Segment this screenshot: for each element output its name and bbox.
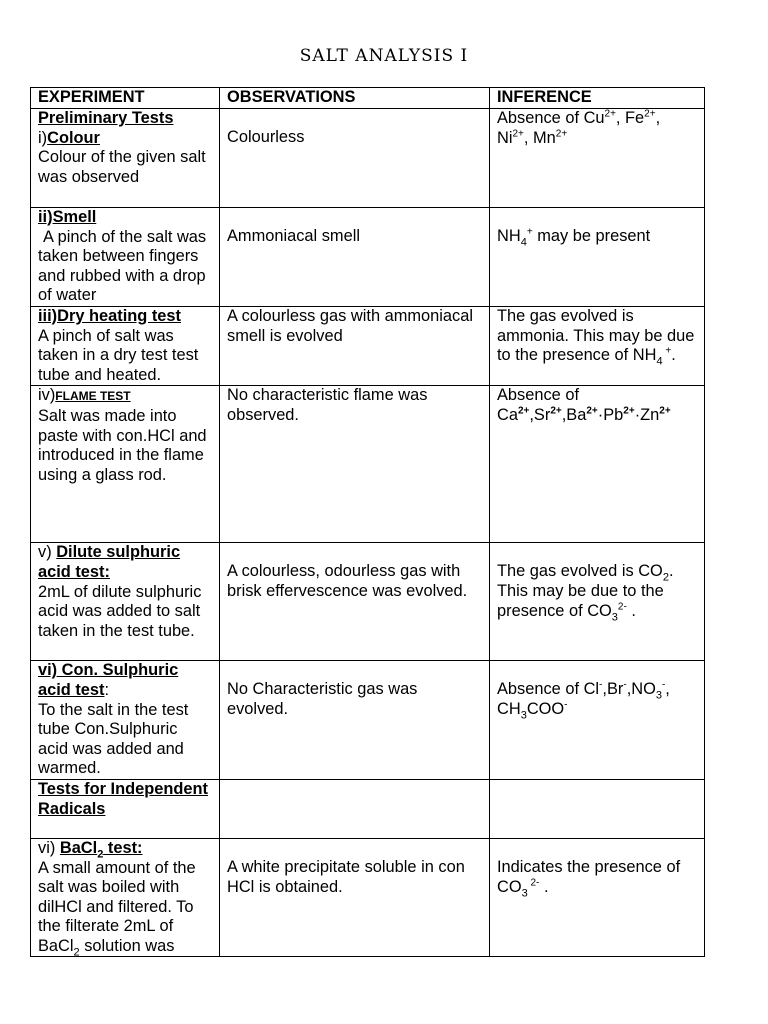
inference-cell xyxy=(490,306,705,385)
section-heading: Tests for Independent Radicals xyxy=(38,779,208,818)
inference-text: The gas evolved is CO xyxy=(497,562,663,581)
observation-cell xyxy=(220,386,490,543)
observation-cell xyxy=(220,306,490,385)
charge: 2+ xyxy=(517,405,530,417)
inference-cell xyxy=(490,779,705,838)
inference-text: Absence of Cu xyxy=(497,109,605,127)
table-row xyxy=(31,661,705,780)
inference-text: ,NO xyxy=(626,680,656,699)
section-heading: Preliminary Tests xyxy=(38,109,174,127)
observation-cell xyxy=(220,109,490,208)
charge: 2+ xyxy=(555,128,568,140)
header-observations: OBSERVATIONS xyxy=(220,88,490,109)
inference-text: , Fe xyxy=(615,109,645,127)
inference-text: , xyxy=(665,680,670,699)
inference-text: Absence of xyxy=(497,386,580,405)
inference-cell xyxy=(490,109,705,208)
inference-text: may be present xyxy=(532,227,651,245)
separator: , xyxy=(529,405,534,424)
table-row xyxy=(31,838,705,957)
charge: 2- xyxy=(617,601,627,613)
separator: , xyxy=(561,405,567,424)
charge: + xyxy=(526,226,533,238)
table-row xyxy=(31,306,705,385)
inference-text: Absence of Cl xyxy=(497,680,600,699)
observation-text: A colourless gas with ammoniacal smell is evolved xyxy=(227,306,473,345)
experiment-cell xyxy=(31,386,220,543)
ion: Ca xyxy=(497,405,518,424)
ion: Pb xyxy=(603,405,624,424)
observation-text: No characteristic flame was observed. xyxy=(227,386,428,424)
subscript: 3 xyxy=(655,689,662,702)
table-row xyxy=(31,208,705,307)
charge: 2+ xyxy=(550,405,562,417)
observation-cell xyxy=(220,838,490,957)
inference-text: . xyxy=(539,877,549,896)
charge: 2+ xyxy=(659,405,671,417)
inference-text: . xyxy=(671,346,676,365)
table-row xyxy=(31,543,705,661)
inference-text: NH xyxy=(497,227,521,245)
charge: 2+ xyxy=(623,405,635,417)
ion-list xyxy=(497,406,671,424)
inference-text: ,Br xyxy=(602,680,624,699)
experiment-cell xyxy=(31,779,220,838)
observation-text: Colourless xyxy=(227,128,305,146)
subscript: 3 xyxy=(520,709,527,722)
experiment-cell xyxy=(31,661,220,780)
observation-cell xyxy=(220,208,490,307)
charge: + xyxy=(662,345,672,357)
inference-cell xyxy=(490,661,705,780)
table-row xyxy=(31,386,705,543)
charge: 2+ xyxy=(604,108,616,120)
experiment-cell xyxy=(31,543,220,661)
test-name: FLAME TEST xyxy=(55,389,131,404)
test-name: vi) Con. Sulphuric acid test xyxy=(38,661,179,699)
test-description: A small amount of the salt was boiled with dilHCl and filtered. To the filterate 2mL of BaCl$_2$ solution was xyxy=(38,858,196,959)
header-experiment: EXPERIMENT xyxy=(31,88,220,109)
inference-text: NH xyxy=(632,346,657,365)
page-title: SALT ANALYSIS I xyxy=(299,46,469,66)
header-inference: INFERENCE xyxy=(490,88,705,109)
header-row xyxy=(31,88,705,109)
test-name: Colour xyxy=(47,128,100,147)
inference-text: , xyxy=(655,109,661,127)
inference-cell xyxy=(490,543,705,661)
inference-text: . This may be due to the presence of CO xyxy=(497,562,674,620)
observation-text: Ammoniacal smell xyxy=(227,227,360,245)
inference-text: Ni xyxy=(497,128,513,147)
test-description: 2mL of dilute sulphuric acid was added to salt taken in the test tube. xyxy=(38,582,202,640)
charge: 2- xyxy=(527,877,540,889)
experiment-cell xyxy=(31,208,220,307)
charge: 2+ xyxy=(644,108,656,120)
charge: - xyxy=(661,679,666,691)
subscript: 4 xyxy=(520,236,527,249)
inference-text: CH xyxy=(497,699,521,718)
inference-text: . xyxy=(626,601,636,620)
inference-text: , Mn xyxy=(523,128,556,147)
subscript: 3 xyxy=(611,610,618,623)
ion: Sr xyxy=(533,405,551,424)
colon: : xyxy=(104,680,110,699)
test-number: vi) xyxy=(38,838,60,857)
charge: 2+ xyxy=(586,405,598,417)
inference-text: Indicates the presence of CO xyxy=(497,857,681,896)
observation-cell xyxy=(220,779,490,838)
ion: Ba xyxy=(566,405,587,424)
charge: - xyxy=(623,679,627,691)
test-description: A pinch of salt was taken in a dry test test tube and heated. xyxy=(38,326,199,384)
test-name: BaCl$_2$ test: xyxy=(59,838,143,861)
experiment-cell xyxy=(31,306,220,385)
observation-text: No Characteristic gas was evolved. xyxy=(227,680,418,718)
observation-cell xyxy=(220,661,490,780)
table-row xyxy=(31,109,705,208)
charge: - xyxy=(599,679,603,691)
test-description: To the salt in the test tube Con.Sulphuric acid was added and warmed. xyxy=(38,700,189,778)
observation-text: A colourless, odourless gas with brisk effervescence was evolved. xyxy=(227,562,468,600)
separator: · xyxy=(597,405,604,424)
table-row xyxy=(31,779,705,838)
inference-cell xyxy=(490,208,705,307)
charge: 2+ xyxy=(512,128,524,140)
test-name: iii)Dry heating test xyxy=(38,306,181,325)
test-description: Colour of the given salt was observed xyxy=(38,148,206,186)
test-number: v) xyxy=(38,543,57,562)
ion: Zn xyxy=(640,405,660,424)
subscript: 3 xyxy=(521,886,528,899)
experiment-cell xyxy=(31,109,220,208)
subscript: 4 xyxy=(656,355,663,368)
charge: - xyxy=(564,699,568,711)
observation-cell xyxy=(220,543,490,661)
test-name: Dilute sulphuric acid test: xyxy=(38,543,181,581)
test-number: iv) xyxy=(38,386,56,405)
test-description: Salt was made into paste with con.HCl and introduced in the flame using a glass rod. xyxy=(38,406,207,484)
inference-cell xyxy=(490,386,705,543)
inference-cell xyxy=(490,838,705,957)
observation-text: A white precipitate soluble in con HCl is obtained. xyxy=(227,857,465,896)
inference-text: COO xyxy=(526,699,565,718)
test-description: A pinch of the salt was taken between fingers and rubbed with a drop of water xyxy=(38,227,207,305)
test-number: i) xyxy=(38,128,48,147)
separator: · xyxy=(634,405,641,424)
salt-analysis-table xyxy=(30,87,705,957)
experiment-cell xyxy=(31,838,220,957)
subscript: 2 xyxy=(662,571,669,584)
test-name: ii)Smell xyxy=(38,208,97,226)
inference-text: The gas evolved is ammonia. This may be due to the presence of xyxy=(497,306,695,365)
